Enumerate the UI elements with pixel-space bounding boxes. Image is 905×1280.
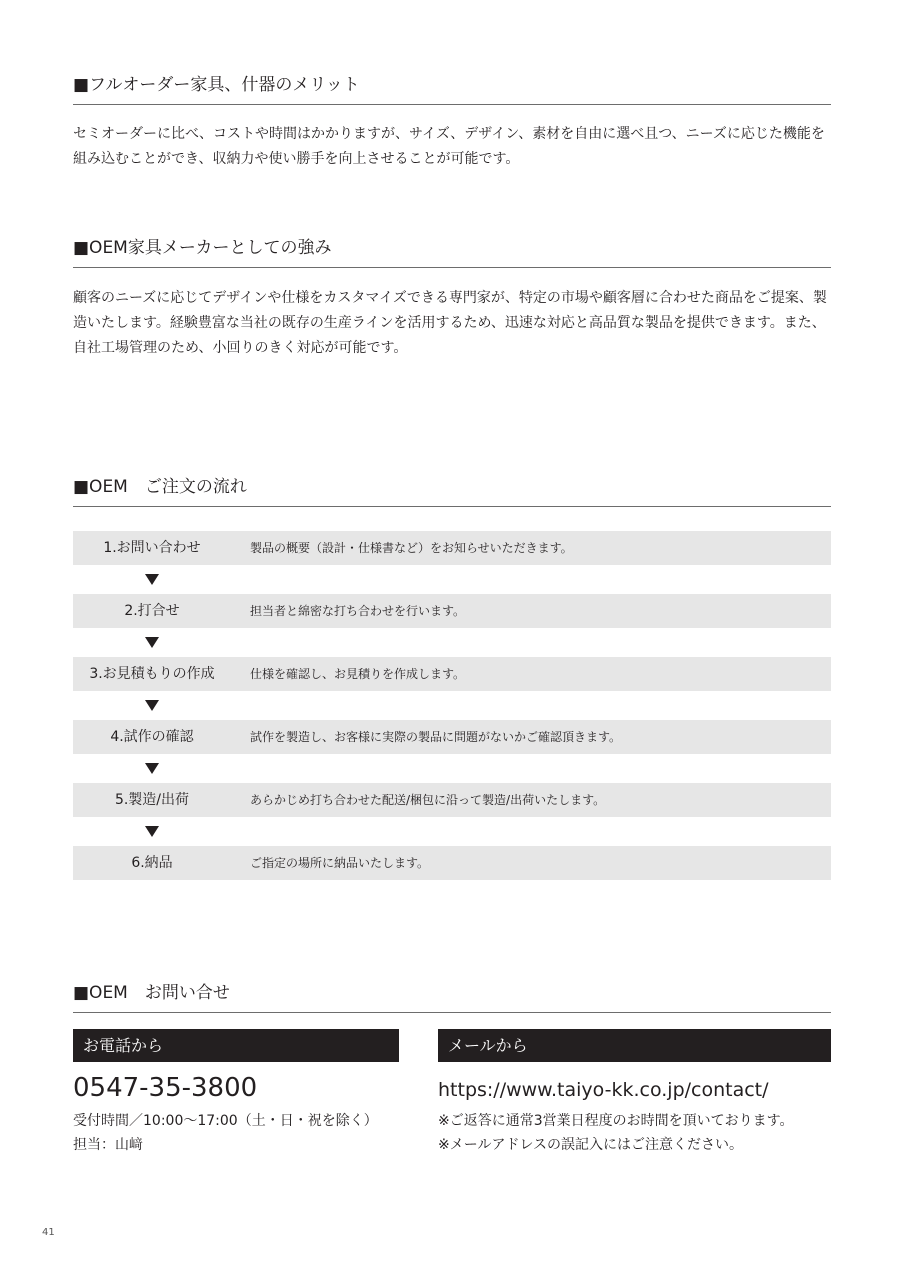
flow-step-description: あらかじめ打ち合わせた配送/梱包に沿って製造/出荷いたします。 xyxy=(250,793,606,807)
flow-step-description: 試作を製造し、お客様に実際の製品に問題がないかご確認頂きます。 xyxy=(250,730,622,744)
flow-arrow xyxy=(73,628,831,657)
flow-heading: ■OEM ご注文の流れ xyxy=(73,476,831,507)
contact-heading: ■OEM お問い合せ xyxy=(73,982,831,1013)
contact-person: 担当：山﨑 xyxy=(73,1137,143,1153)
flow-arrow xyxy=(73,565,831,594)
order-flow xyxy=(73,531,831,880)
flow-step-label: 4.試作の確認 xyxy=(110,729,194,745)
flow-step xyxy=(73,720,831,754)
flow-step xyxy=(73,594,831,628)
flow-step-description: 仕様を確認し、お見積りを作成します。 xyxy=(250,667,466,681)
down-triangle-icon xyxy=(145,700,159,711)
flow-step xyxy=(73,783,831,817)
page-number: 41 xyxy=(42,1227,55,1238)
flow-arrow xyxy=(73,754,831,783)
down-triangle-icon xyxy=(145,826,159,837)
flow-step xyxy=(73,531,831,565)
strength-heading: ■OEM家具メーカーとしての強み xyxy=(73,237,831,268)
mail-contact-bar: メールから xyxy=(438,1029,831,1062)
flow-step-label: 5.製造/出荷 xyxy=(114,792,190,808)
phone-number[interactable]: 0547-35-3800 xyxy=(73,1073,258,1103)
merit-heading: ■フルオーダー家具、什器のメリット xyxy=(73,74,831,105)
flow-step xyxy=(73,846,831,880)
down-triangle-icon xyxy=(145,637,159,648)
flow-arrow xyxy=(73,691,831,720)
flow-arrow xyxy=(73,817,831,846)
mail-address-note: ※メールアドレスの誤記入にはご注意ください。 xyxy=(438,1137,744,1153)
flow-step-label: 1.お問い合わせ xyxy=(103,540,201,556)
mail-reply-note: ※ご返答に通常3営業日程度のお時間を頂いております。 xyxy=(438,1113,794,1129)
flow-step-description: 製品の概要（設計・仕様書など）をお知らせいただきます。 xyxy=(250,541,573,555)
down-triangle-icon xyxy=(145,574,159,585)
flow-step-label: 2.打合せ xyxy=(124,603,180,619)
down-triangle-icon xyxy=(145,763,159,774)
reception-hours: 受付時間／10:00〜17:00（土・日・祝を除く） xyxy=(73,1113,378,1129)
strength-body: 顧客のニーズに応じてデザインや仕様をカスタマイズできる専門家が、特定の市場や顧客層に合わせた商品をご提案、製造いたします。経験豊富な当社の既存の生産ラインを活用するため、迅速な対応と高品質な製品を提供できます。また、自社工場管理のため、小回りのきく対応が可能です。 xyxy=(73,290,827,356)
flow-step-label: 6.納品 xyxy=(131,855,173,871)
flow-step xyxy=(73,657,831,691)
phone-contact-bar: お電話から xyxy=(73,1029,399,1062)
contact-url-link[interactable]: https://www.taiyo-kk.co.jp/contact/ xyxy=(438,1079,769,1101)
flow-step-description: 担当者と綿密な打ち合わせを行います。 xyxy=(250,604,466,618)
merit-body: セミオーダーに比べ、コストや時間はかかりますが、サイズ、デザイン、素材を自由に選べ且つ、ニーズに応じた機能を組み込むことができ、収納力や使い勝手を向上させることが可能です。 xyxy=(73,126,825,167)
flow-step-label: 3.お見積もりの作成 xyxy=(89,666,215,682)
flow-step-description: ご指定の場所に納品いたします。 xyxy=(250,856,430,870)
